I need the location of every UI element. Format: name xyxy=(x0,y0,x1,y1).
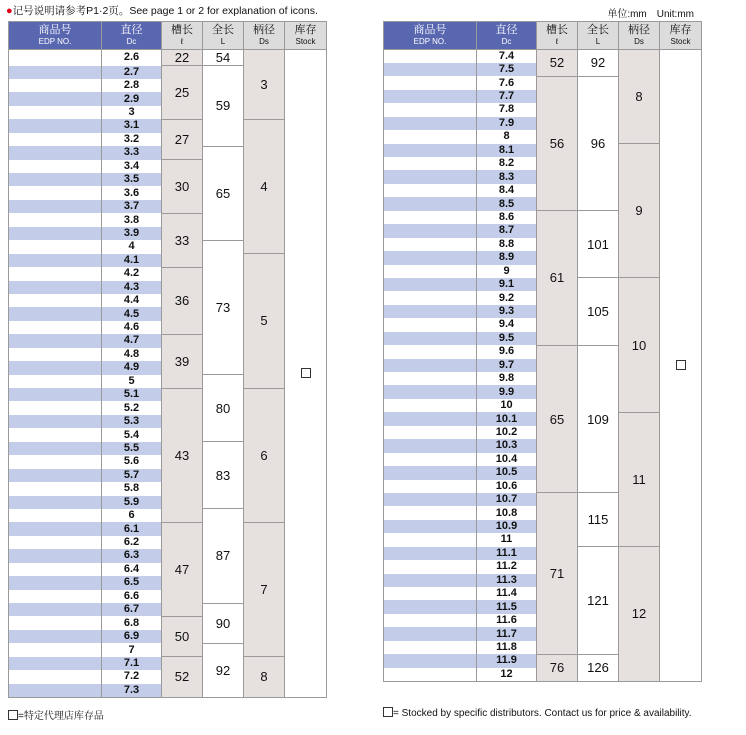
edp-cell xyxy=(384,668,477,681)
diameter-cell: 9 xyxy=(477,265,537,278)
edp-cell xyxy=(384,520,477,533)
edp-cell xyxy=(384,184,477,197)
edp-cell xyxy=(384,480,477,493)
edp-cell xyxy=(9,79,102,92)
edp-cell xyxy=(9,576,102,589)
edp-cell xyxy=(384,560,477,573)
diameter-cell: 3.4 xyxy=(102,160,162,173)
flute-length-cell: 33 xyxy=(162,213,203,267)
diameter-cell: 5.1 xyxy=(102,388,162,401)
edp-cell xyxy=(384,238,477,251)
diameter-cell: 7.9 xyxy=(477,117,537,130)
diameter-cell: 7.5 xyxy=(477,63,537,76)
shank-diameter-cell: 12 xyxy=(619,547,660,681)
diameter-cell: 10.7 xyxy=(477,493,537,506)
header-row xyxy=(384,22,702,50)
edp-cell xyxy=(9,522,102,535)
flute-length-cell: 25 xyxy=(162,66,203,120)
diameter-cell: 9.5 xyxy=(477,332,537,345)
flute-length-cell: 43 xyxy=(162,388,203,522)
diameter-cell: 8.5 xyxy=(477,197,537,210)
diameter-cell: 10.2 xyxy=(477,426,537,439)
diameter-cell: 3.6 xyxy=(102,186,162,199)
overall-length-cell: 96 xyxy=(578,76,619,210)
diameter-cell: 8.2 xyxy=(477,157,537,170)
table-row xyxy=(9,50,327,66)
edp-cell xyxy=(9,415,102,428)
diameter-cell: 5.5 xyxy=(102,442,162,455)
diameter-cell: 2.7 xyxy=(102,66,162,79)
diameter-header: 直径 Dc xyxy=(477,22,537,50)
edp-cell xyxy=(9,657,102,670)
overall-length-cell: 121 xyxy=(578,547,619,655)
table-row xyxy=(9,657,327,670)
shank-diameter-cell: 8 xyxy=(244,657,285,697)
diameter-cell: 9.4 xyxy=(477,318,537,331)
diameter-cell: 12 xyxy=(477,668,537,681)
edp-cell xyxy=(384,466,477,479)
diameter-cell: 5.6 xyxy=(102,455,162,468)
edp-cell xyxy=(9,401,102,414)
flute-length-cell: 52 xyxy=(537,50,578,77)
edp-cell xyxy=(384,50,477,63)
diameter-cell: 8.4 xyxy=(477,184,537,197)
edp-cell xyxy=(384,224,477,237)
diameter-cell: 3 xyxy=(102,106,162,119)
stock-cell xyxy=(285,50,327,698)
edp-cell xyxy=(9,321,102,334)
edp-cell xyxy=(384,533,477,546)
overall-length-cell: 105 xyxy=(578,278,619,345)
edp-cell xyxy=(384,574,477,587)
diameter-cell: 11.2 xyxy=(477,560,537,573)
diameter-cell: 6.9 xyxy=(102,630,162,643)
overall-length-cell: 83 xyxy=(203,442,244,509)
edp-cell xyxy=(9,563,102,576)
diameter-cell: 8.6 xyxy=(477,211,537,224)
diameter-cell: 6.2 xyxy=(102,536,162,549)
edp-cell xyxy=(9,670,102,683)
diameter-cell: 8.7 xyxy=(477,224,537,237)
edp-cell xyxy=(384,103,477,116)
edp-cell xyxy=(9,133,102,146)
shank-diameter-cell: 3 xyxy=(244,50,285,120)
flute-length-cell: 56 xyxy=(537,76,578,210)
edp-cell xyxy=(384,251,477,264)
edp-cell xyxy=(9,254,102,267)
edp-cell xyxy=(384,359,477,372)
table-row xyxy=(9,522,327,535)
shank-diameter-cell: 4 xyxy=(244,119,285,253)
diameter-cell: 7.7 xyxy=(477,90,537,103)
legend-note-english: = Stocked by specific distributors. Contact us for price & availability. xyxy=(383,707,692,719)
overall-length-cell: 101 xyxy=(578,211,619,278)
diameter-cell: 3.1 xyxy=(102,119,162,132)
edp-cell xyxy=(384,627,477,640)
edp-cell xyxy=(9,106,102,119)
edp-cell xyxy=(9,549,102,562)
diameter-cell: 11.8 xyxy=(477,641,537,654)
overall-length-cell: 73 xyxy=(203,240,244,374)
edp-cell xyxy=(384,211,477,224)
edp-cell xyxy=(9,146,102,159)
overall-length-cell: 90 xyxy=(203,603,244,643)
edp-cell xyxy=(9,160,102,173)
diameter-cell: 3.2 xyxy=(102,133,162,146)
diameter-cell: 8.9 xyxy=(477,251,537,264)
diameter-cell: 6.5 xyxy=(102,576,162,589)
edp-cell xyxy=(9,186,102,199)
diameter-cell: 4.4 xyxy=(102,294,162,307)
diameter-cell: 4.9 xyxy=(102,361,162,374)
edp-cell xyxy=(9,375,102,388)
red-dot-icon: ● xyxy=(6,5,13,17)
diameter-cell: 6.1 xyxy=(102,522,162,535)
overall-length-cell: 65 xyxy=(203,146,244,240)
diameter-cell: 6.4 xyxy=(102,563,162,576)
overall-length-cell: 54 xyxy=(203,50,244,66)
overall-length-cell: 80 xyxy=(203,375,244,442)
diameter-cell: 3.3 xyxy=(102,146,162,159)
edp-cell xyxy=(384,385,477,398)
flute-length-cell: 71 xyxy=(537,493,578,654)
edp-cell xyxy=(9,361,102,374)
edp-header: 商品号 EDP NO. xyxy=(384,22,477,50)
edp-cell xyxy=(384,305,477,318)
edp-cell xyxy=(384,426,477,439)
overall-length-cell: 126 xyxy=(578,654,619,681)
edp-cell xyxy=(9,92,102,105)
edp-cell xyxy=(9,536,102,549)
diameter-cell: 10 xyxy=(477,399,537,412)
flute-length-cell: 61 xyxy=(537,211,578,345)
table-row xyxy=(384,50,702,63)
edp-cell xyxy=(384,76,477,89)
shank-diameter-header: 柄径 Ds xyxy=(244,22,285,50)
edp-cell xyxy=(384,453,477,466)
stock-header: 库存 Stock xyxy=(285,22,327,50)
edp-cell xyxy=(384,614,477,627)
overall-length-cell: 59 xyxy=(203,66,244,147)
diameter-cell: 10.5 xyxy=(477,466,537,479)
edp-cell xyxy=(384,63,477,76)
diameter-cell: 9.1 xyxy=(477,278,537,291)
edp-cell xyxy=(384,399,477,412)
edp-cell xyxy=(384,332,477,345)
edp-cell xyxy=(384,641,477,654)
diameter-cell: 5.7 xyxy=(102,469,162,482)
diameter-cell: 5.8 xyxy=(102,482,162,495)
edp-cell xyxy=(9,119,102,132)
diameter-cell: 5.4 xyxy=(102,428,162,441)
edp-cell xyxy=(384,318,477,331)
diameter-cell: 6 xyxy=(102,509,162,522)
diameter-cell: 2.9 xyxy=(102,92,162,105)
diameter-cell: 6.7 xyxy=(102,603,162,616)
edp-cell xyxy=(384,157,477,170)
shank-diameter-cell: 11 xyxy=(619,412,660,546)
edp-cell xyxy=(384,170,477,183)
legend-note-chinese: =特定代理店库存品 xyxy=(8,707,104,722)
edp-cell xyxy=(9,227,102,240)
edp-cell xyxy=(384,600,477,613)
diameter-cell: 8.8 xyxy=(477,238,537,251)
edp-cell xyxy=(384,117,477,130)
diameter-cell: 8 xyxy=(477,130,537,143)
diameter-cell: 4.1 xyxy=(102,254,162,267)
spec-table-left xyxy=(8,21,327,698)
diameter-header: 直径 Dc xyxy=(102,22,162,50)
diameter-cell: 11.4 xyxy=(477,587,537,600)
diameter-cell: 2.6 xyxy=(102,50,162,66)
table-row xyxy=(9,388,327,401)
diameter-cell: 9.2 xyxy=(477,291,537,304)
diameter-cell: 3.5 xyxy=(102,173,162,186)
overall-length-header: 全长 L xyxy=(578,22,619,50)
diameter-cell: 10.1 xyxy=(477,412,537,425)
diameter-cell: 10.4 xyxy=(477,453,537,466)
flute-length-cell: 30 xyxy=(162,160,203,214)
flute-length-cell: 22 xyxy=(162,50,203,66)
stock-header: 库存 Stock xyxy=(660,22,702,50)
overall-length-header: 全长 L xyxy=(203,22,244,50)
diameter-cell: 6.3 xyxy=(102,549,162,562)
diameter-cell: 9.8 xyxy=(477,372,537,385)
edp-cell xyxy=(384,547,477,560)
edp-cell xyxy=(9,348,102,361)
edp-cell xyxy=(9,442,102,455)
shank-diameter-cell: 7 xyxy=(244,522,285,656)
flute-length-cell: 27 xyxy=(162,119,203,159)
edp-cell xyxy=(9,66,102,79)
table-row xyxy=(9,119,327,132)
edp-cell xyxy=(9,603,102,616)
diameter-cell: 11.6 xyxy=(477,614,537,627)
edp-cell xyxy=(384,372,477,385)
edp-cell xyxy=(9,509,102,522)
shank-diameter-cell: 9 xyxy=(619,144,660,278)
edp-cell xyxy=(9,388,102,401)
diameter-cell: 11.3 xyxy=(477,574,537,587)
header-row xyxy=(9,22,327,50)
diameter-cell: 8.3 xyxy=(477,170,537,183)
diameter-cell: 7.6 xyxy=(477,76,537,89)
diameter-cell: 7.4 xyxy=(477,50,537,63)
stock-cell xyxy=(660,50,702,682)
flute-length-cell: 76 xyxy=(537,654,578,681)
diameter-cell: 7.8 xyxy=(477,103,537,116)
diameter-cell: 11.7 xyxy=(477,627,537,640)
edp-cell xyxy=(9,281,102,294)
edp-cell xyxy=(384,265,477,278)
stock-box-icon xyxy=(676,360,686,370)
shank-diameter-cell: 8 xyxy=(619,50,660,144)
diameter-cell: 6.6 xyxy=(102,590,162,603)
edp-cell xyxy=(9,590,102,603)
overall-length-cell: 109 xyxy=(578,345,619,493)
diameter-cell: 4.2 xyxy=(102,267,162,280)
diameter-cell: 6.8 xyxy=(102,616,162,629)
diameter-cell: 9.7 xyxy=(477,359,537,372)
edp-cell xyxy=(9,469,102,482)
diameter-cell: 7 xyxy=(102,643,162,656)
diameter-cell: 3.7 xyxy=(102,200,162,213)
diameter-cell: 10.9 xyxy=(477,520,537,533)
flute-length-cell: 36 xyxy=(162,267,203,334)
diameter-cell: 3.9 xyxy=(102,227,162,240)
diameter-cell: 11 xyxy=(477,533,537,546)
edp-header: 商品号 EDP NO. xyxy=(9,22,102,50)
flute-length-cell: 47 xyxy=(162,522,203,616)
diameter-cell: 7.3 xyxy=(102,684,162,697)
edp-cell xyxy=(9,213,102,226)
diameter-cell: 10.3 xyxy=(477,439,537,452)
diameter-cell: 4.3 xyxy=(102,281,162,294)
diameter-cell: 11.9 xyxy=(477,654,537,667)
edp-cell xyxy=(384,291,477,304)
flute-length-header: 槽长 ℓ xyxy=(162,22,203,50)
edp-cell xyxy=(9,240,102,253)
flute-length-cell: 65 xyxy=(537,345,578,493)
diameter-cell: 9.3 xyxy=(477,305,537,318)
edp-cell xyxy=(9,482,102,495)
diameter-cell: 11.5 xyxy=(477,600,537,613)
stock-box-icon xyxy=(301,368,311,378)
edp-cell xyxy=(384,90,477,103)
edp-cell xyxy=(384,144,477,157)
diameter-cell: 5 xyxy=(102,375,162,388)
edp-cell xyxy=(9,616,102,629)
diameter-cell: 9.6 xyxy=(477,345,537,358)
diameter-cell: 10.8 xyxy=(477,506,537,519)
flute-length-cell: 52 xyxy=(162,657,203,697)
edp-cell xyxy=(384,654,477,667)
diameter-cell: 7.1 xyxy=(102,657,162,670)
diameter-cell: 5.3 xyxy=(102,415,162,428)
shank-diameter-cell: 6 xyxy=(244,388,285,522)
diameter-cell: 5.9 xyxy=(102,496,162,509)
edp-cell xyxy=(384,130,477,143)
flute-length-cell: 39 xyxy=(162,334,203,388)
edp-cell xyxy=(384,587,477,600)
diameter-cell: 9.9 xyxy=(477,385,537,398)
diameter-cell: 4.7 xyxy=(102,334,162,347)
edp-cell xyxy=(9,200,102,213)
edp-cell xyxy=(384,506,477,519)
edp-cell xyxy=(384,197,477,210)
icon-explanation-note: ●记号说明请参考P1·2页。See page 1 or 2 for explanation of icons. xyxy=(6,5,318,17)
overall-length-cell: 92 xyxy=(203,643,244,697)
edp-cell xyxy=(384,345,477,358)
stock-box-icon xyxy=(383,707,393,717)
edp-cell xyxy=(9,307,102,320)
diameter-cell: 2.8 xyxy=(102,79,162,92)
edp-cell xyxy=(384,278,477,291)
stock-box-icon xyxy=(8,710,18,720)
edp-cell xyxy=(9,267,102,280)
edp-cell xyxy=(384,493,477,506)
edp-cell xyxy=(9,428,102,441)
diameter-cell: 5.2 xyxy=(102,401,162,414)
spec-table-right xyxy=(383,21,702,682)
edp-cell xyxy=(9,173,102,186)
edp-cell xyxy=(384,412,477,425)
diameter-cell: 4.8 xyxy=(102,348,162,361)
shank-diameter-cell: 10 xyxy=(619,278,660,412)
diameter-cell: 3.8 xyxy=(102,213,162,226)
edp-cell xyxy=(9,455,102,468)
diameter-cell: 11.1 xyxy=(477,547,537,560)
edp-cell xyxy=(9,684,102,697)
diameter-cell: 10.6 xyxy=(477,480,537,493)
shank-diameter-cell: 5 xyxy=(244,254,285,388)
shank-diameter-header: 柄径 Ds xyxy=(619,22,660,50)
diameter-cell: 4 xyxy=(102,240,162,253)
diameter-cell: 7.2 xyxy=(102,670,162,683)
edp-cell xyxy=(384,439,477,452)
units-label: 单位:mm Unit:mm xyxy=(607,9,694,20)
overall-length-cell: 115 xyxy=(578,493,619,547)
edp-cell xyxy=(9,643,102,656)
edp-cell xyxy=(9,50,102,66)
overall-length-cell: 92 xyxy=(578,50,619,77)
edp-cell xyxy=(9,334,102,347)
overall-length-cell: 87 xyxy=(203,509,244,603)
flute-length-header: 槽长 ℓ xyxy=(537,22,578,50)
diameter-cell: 8.1 xyxy=(477,144,537,157)
diameter-cell: 4.6 xyxy=(102,321,162,334)
edp-cell xyxy=(9,496,102,509)
flute-length-cell: 50 xyxy=(162,616,203,656)
edp-cell xyxy=(9,630,102,643)
edp-cell xyxy=(9,294,102,307)
diameter-cell: 4.5 xyxy=(102,307,162,320)
